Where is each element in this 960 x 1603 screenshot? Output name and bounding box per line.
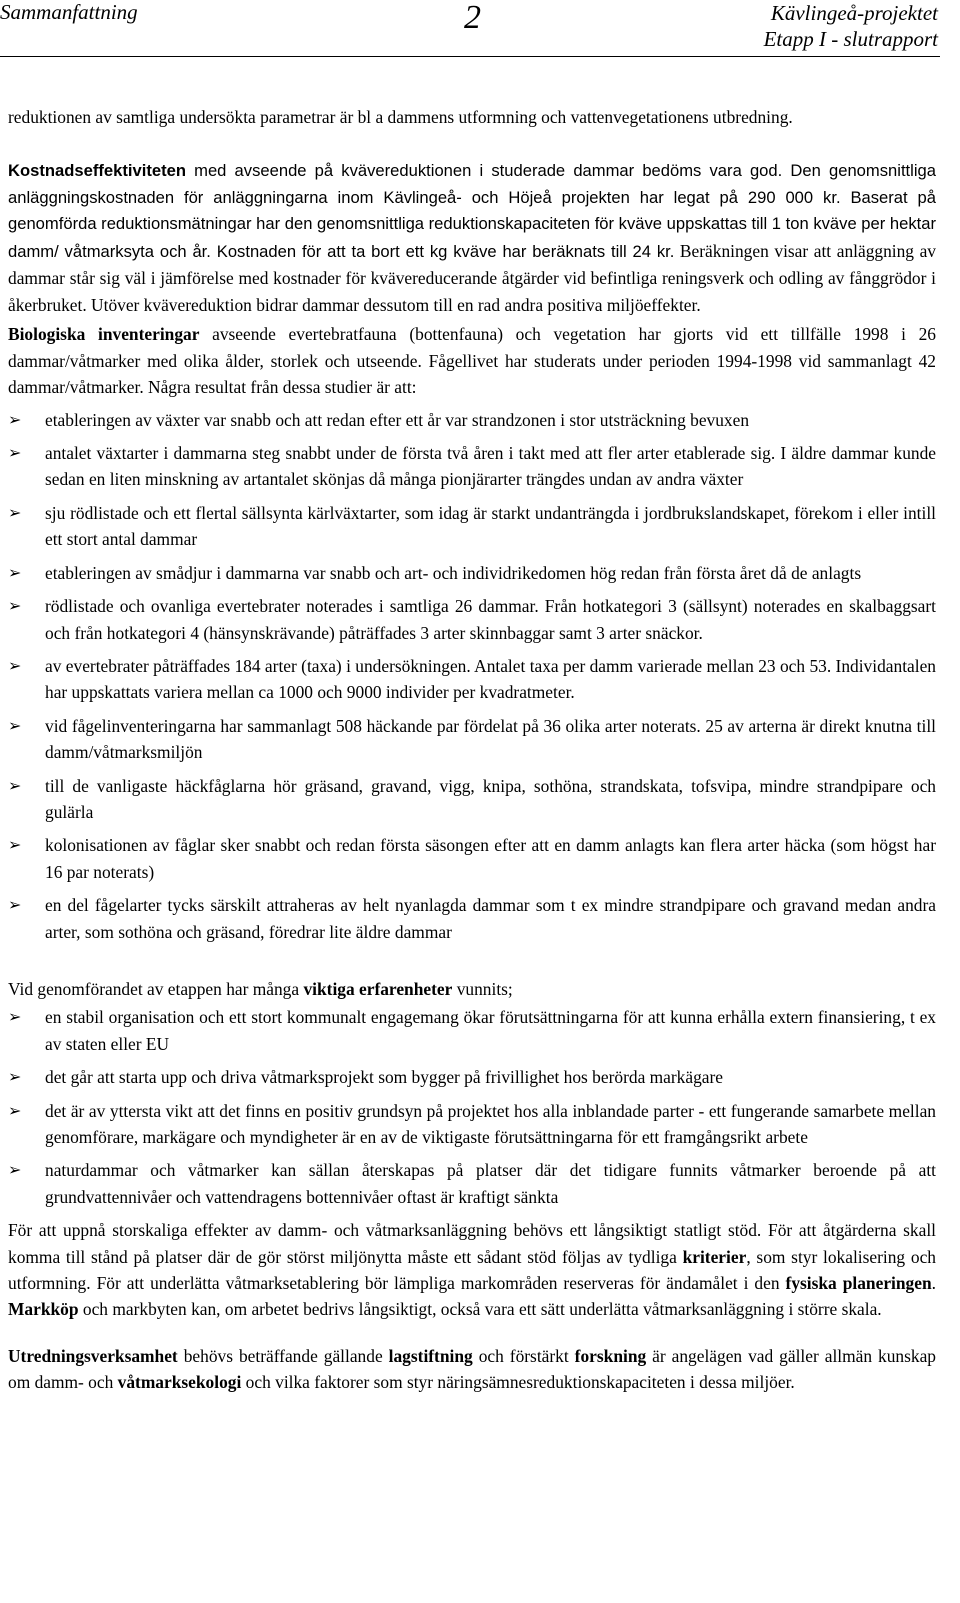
- page-header: [0, 0, 960, 54]
- arrow-bullet-icon: ➢: [8, 1067, 22, 1087]
- bio-heading: Biologiska inventeringar: [8, 324, 200, 345]
- list-item: ➢ det går att starta upp och driva våtmarksprojekt som bygger på frivillighet hos berörda markägare: [8, 1064, 936, 1090]
- arrow-bullet-icon: ➢: [8, 895, 22, 915]
- cost-rest-text: Beräkningen visar att anläggning av dammar står sig väl i jämförelse med kostnader för kvävereducerande åtgärder vid befintliga reningsverk och odling av fånggrödor i åkerbruket. Utöver kvävereduktion bidrar dammar dessutom till en rad andra positiva miljöeffekter.: [8, 240, 936, 316]
- list-item: ➢ det är av yttersta vikt att det finns en positiv grundsyn på projektet hos alla inblandade parter - ett fungerande samarbete mellan genomförare, markägare och myndigheter är en av de viktigaste förutsättningarna för ett framgångsrikt arbete: [8, 1098, 936, 1151]
- header-rule: [0, 56, 940, 57]
- arrow-bullet-icon: ➢: [8, 409, 22, 429]
- list-item: ➢ etableringen av växter var snabb och att redan efter ett år var strandzonen i stor utsträckning bevuxen: [8, 407, 936, 433]
- bio-text: avseende evertebratfauna (bottenfauna) och vegetation har gjorts vid ett tillfälle 1998 i 26 dammar/våtmarker med olika ålder, storlek och utseende. Fågellivet har studerats under perioden 1994-1998 vid sammanlagt 42 dammar/våtmarker. Några resultat från dessa studier är att:: [8, 324, 936, 398]
- list-item: ➢ en del fågelarter tycks särskilt attraheras av helt nyanlagda dammar som t ex mindre strandpipare och gravand medan andra arter, som sothöna och gräsand, föredrar lite äldre dammar: [8, 892, 936, 945]
- list-item: ➢ antalet växtarter i dammarna steg snabbt under de första två åren i takt med att fler arter etablerade sig. I äldre dammar kunde sedan en liten minskning av artantalet skönjas då många pionjärarter trängdes undan av andra växter: [8, 440, 936, 493]
- report-title-line2: Etapp I - slutrapport: [763, 27, 938, 51]
- list-item: ➢ kolonisationen av fåglar sker snabbt och redan första säsongen efter att en damm anlagts kan flera arter häcka (som högst har 16 par noterats): [8, 832, 936, 885]
- arrow-bullet-icon: ➢: [8, 502, 22, 522]
- cost-heading: Kostnadseffektiviteten: [8, 161, 186, 181]
- arrow-bullet-icon: ➢: [8, 1100, 22, 1120]
- bio-paragraph: [8, 321, 936, 400]
- list-item: ➢ rödlistade och ovanliga evertebrater noterades i samtliga 26 dammar. Från hotkategori 3 (sällsynt) noterades en skalbaggsart och från hotkategori 4 (hänsynskrävande) påträffades 3 arter skinnbaggar samt 3 arter snäckor.: [8, 593, 936, 646]
- experience-paragraph: Vid genomförandet av etappen har många viktiga erfarenheter vunnits;: [8, 978, 513, 999]
- arrow-bullet-icon: ➢: [8, 1160, 22, 1180]
- arrow-bullet-icon: ➢: [8, 562, 22, 582]
- experience-bullet-list: [8, 1004, 936, 1210]
- arrow-bullet-icon: ➢: [8, 715, 22, 735]
- list-item: ➢ en stabil organisation och ett stort kommunalt engagemang ökar förutsättningarna för att kunna erhålla extern finansiering, t ex av staten eller EU: [8, 1004, 936, 1057]
- list-item: ➢ av evertebrater påträffades 184 arter (taxa) i undersökningen. Antalet taxa per damm varierade mellan 23 och 53. Individantalen har uppskattats variera mellan ca 1000 och 9000 individer per kvadratmeter.: [8, 653, 936, 706]
- list-item: ➢ vid fågelinventeringarna har sammanlagt 508 häckande par fördelat på 36 olika arter noterats. 25 av arterna är direkt knutna till damm/våtmarksmiljön: [8, 713, 936, 766]
- report-title: [764, 0, 938, 52]
- page-body: [8, 104, 936, 1396]
- arrow-bullet-icon: ➢: [8, 835, 22, 855]
- experience-heading: viktiga erfarenheter: [303, 978, 453, 999]
- page-number: 2: [464, 0, 481, 36]
- list-item: ➢ sju rödlistade och ett flertal sällsynta kärlväxtarter, som idag är starkt undanträngda i jordbrukslandskapet, förekom i eller intill ett stort antal dammar: [8, 500, 936, 553]
- bio-bullet-list: [8, 407, 936, 945]
- arrow-bullet-icon: ➢: [8, 775, 22, 795]
- arrow-bullet-icon: ➢: [8, 655, 22, 675]
- list-item: ➢ etableringen av smådjur i dammarna var snabb och art- och individrikedomen hög redan från första året då de anlagts: [8, 560, 936, 586]
- intro-paragraph: reduktionen av samtliga undersökta parametrar är bl a dammens utformning och vattenvegetationens utbredning.: [8, 107, 793, 127]
- research-paragraph: Utredningsverksamhet behövs beträffande gällande lagstiftning och förstärkt forskning är angelägen vad gäller allmän kunskap om damm- och våtmarksekologi och vilka faktorer som styr näringsämnesreduktionskapaciteten i dessa miljöer.: [8, 1345, 936, 1393]
- report-title-line1: Kävlingeå-projektet: [770, 1, 938, 25]
- arrow-bullet-icon: ➢: [8, 596, 22, 616]
- arrow-bullet-icon: ➢: [8, 1007, 22, 1027]
- list-item: ➢ till de vanligaste häckfåglarna hör gräsand, gravand, vigg, knipa, sothöna, strandskata, tofsvipa, mindre strandpipare och gulärla: [8, 773, 936, 826]
- arrow-bullet-icon: ➢: [8, 443, 22, 463]
- cost-text: med avseende på kvävereduktionen i studerade dammar bedöms vara god. Den genomsnittliga anläggningskostnaden för anläggningarna inom Kävlingeå- och Höjeå projekten har legat på 290 000 kr. Baserat på genomförda reduktionsmätningar har den genomsnittliga reduktionskapaciteten för kväve uppskattas till 1 ton kväve per hektar damm/ våtmarksyta och år. Kostnaden för att ta bort ett kg kväve har beräknats till 24 kr.: [8, 161, 936, 261]
- section-title: Sammanfattning: [0, 0, 138, 24]
- funding-paragraph: För att uppnå storskaliga effekter av damm- och våtmarksanläggning behövs ett långsiktigt statligt stöd. För att åtgärderna skall komma till stånd på platser där de gör störst miljönytta måste ett sådant stöd följas av tydliga kriterier, som styr lokalisering och utformning. För att underlätta våtmarksetablering bör lämpliga markområden reserveras för ändamålet i den fysiska planeringen. Markköp och markbyten kan, om arbetet bedrivs långsiktigt, också vara ett sätt underlätta våtmarksanläggning i större skala.: [8, 1220, 936, 1320]
- list-item: ➢ naturdammar och våtmarker kan sällan återskapas på platser där det tidigare funnits våtmarker beroende på att grundvattennivåer och vattendragens bottennivåer oftast är kraftigt sänkta: [8, 1157, 936, 1210]
